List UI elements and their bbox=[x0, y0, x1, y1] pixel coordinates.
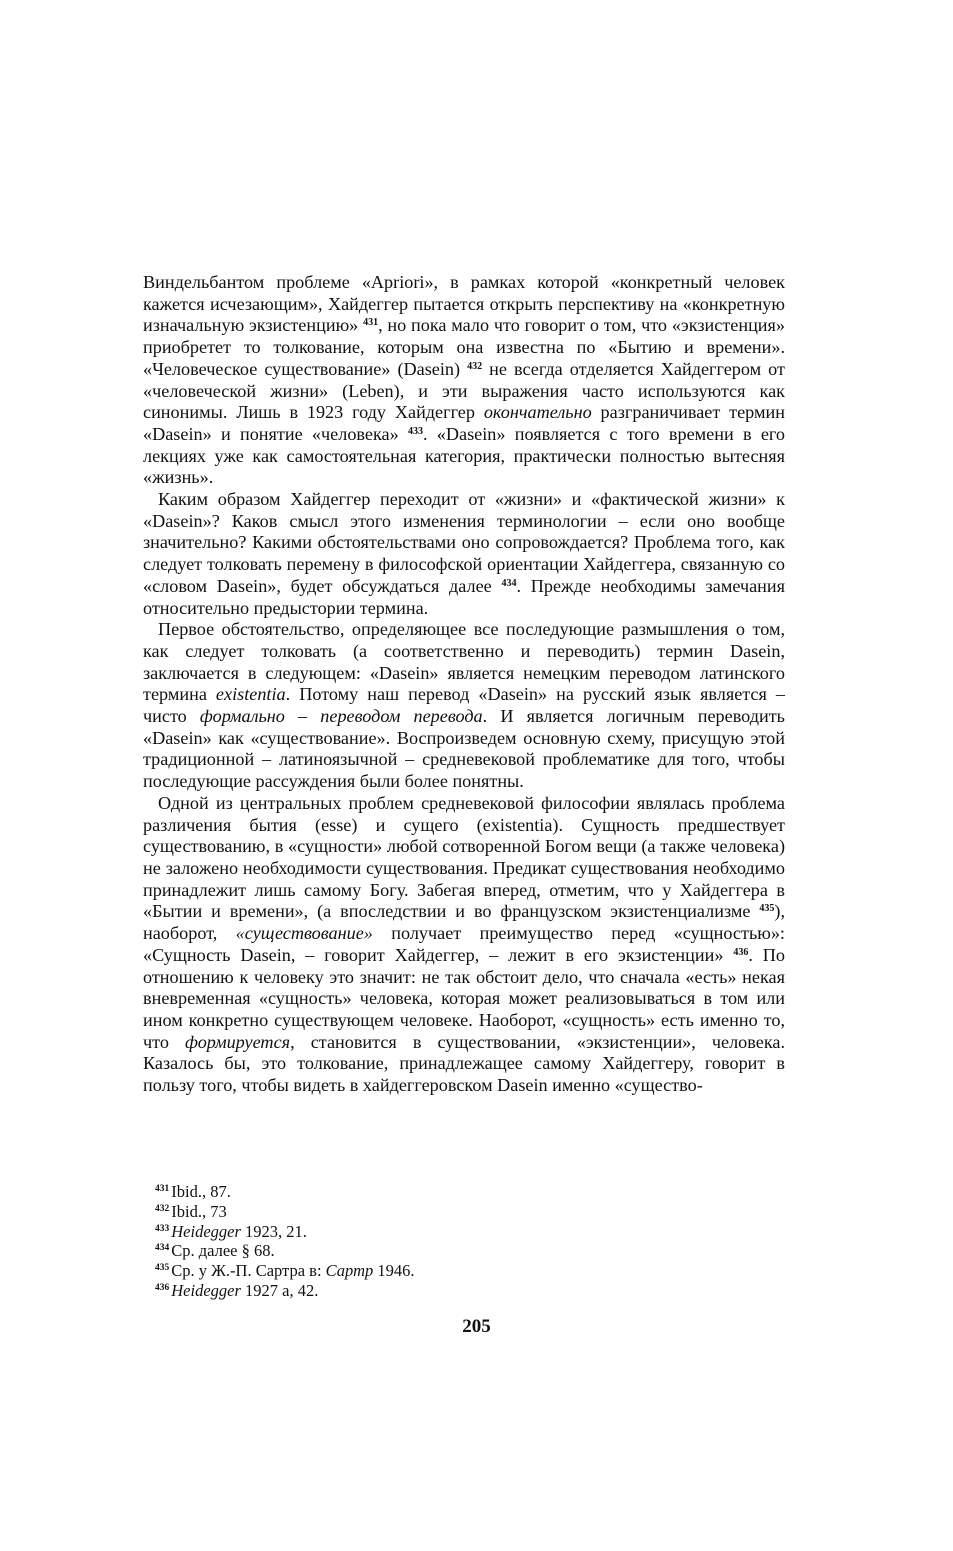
text-run: . Прежде необходимы замечания относительно предыстории термина. bbox=[143, 575, 785, 618]
italic-text: Heidegger bbox=[171, 1280, 241, 1300]
italic-text: окончательно bbox=[483, 402, 592, 423]
italic-text: «существование» bbox=[235, 923, 373, 944]
page-number: 205 bbox=[462, 1316, 491, 1337]
footnote bbox=[155, 1222, 755, 1242]
footnote-number: 436 bbox=[155, 1282, 170, 1293]
text-run: 1946. bbox=[373, 1261, 415, 1281]
footnote-reference: 435 bbox=[759, 903, 775, 915]
text-run: , но пока мало что говорит о том, что «экзистенция» приобретет то толкование, которым она известна по «Бытию и времени». «Человеческое существование» (Dasein) bbox=[143, 315, 785, 379]
footnote-reference: 433 bbox=[407, 425, 423, 437]
footnote-number: 435 bbox=[155, 1263, 170, 1274]
text-run: Первое обстоятельство, определяющее все последующие размышления о том, как следует толковать (а соответственно и переводить) термин Dasein, заключается в следующем: «Dasein» является немецким переводом латинского термина bbox=[143, 619, 785, 705]
text-run: , становится в существовании, «экзистенции», человека. Казалось бы, это толкование, принадлежащее самому Хайдеггеру, говорит в пользу того, чтобы видеть в хайдеггеровском Dasein именно «существо- bbox=[143, 1031, 786, 1096]
footnote bbox=[155, 1281, 755, 1301]
paragraph bbox=[143, 272, 785, 489]
footnote bbox=[155, 1202, 755, 1222]
text-run: . Потому наш перевод «Dasein» на русский язык является – чисто bbox=[143, 684, 785, 727]
text-run: Ibid., 87. bbox=[171, 1182, 231, 1201]
text-run: получает преимущество перед «сущностью»: «Сущность Dasein, – говорит Хайдеггер, – лежит в его экзистенции» bbox=[143, 923, 785, 965]
text-run: Ibid., 73 bbox=[171, 1201, 227, 1221]
text-run: ), наоборот, bbox=[143, 901, 785, 944]
text-run: . И является логичным переводить «Dasein» как «существование». Воспроизведем основную схему, присущую этой традиционной – латиноязычной – средневековой проблематике для того, чтобы последующие рассуждения были более понятны. bbox=[143, 706, 785, 792]
text-run: . «Dasein» появляется с того времени в его лекциях уже как самостоятельная категория, практически полностью вытесняя «жизнь». bbox=[143, 423, 786, 488]
footnote bbox=[155, 1261, 755, 1281]
text-run: 1923, 21. bbox=[240, 1221, 307, 1241]
footnote-reference: 434 bbox=[501, 577, 517, 589]
footnote-number: 433 bbox=[155, 1223, 170, 1234]
paragraph bbox=[143, 793, 785, 1097]
footnote-reference: 431 bbox=[363, 317, 379, 329]
italic-text: формально – переводом перевода bbox=[199, 706, 483, 727]
paragraph bbox=[143, 489, 785, 619]
text-run: 1927 а, 42. bbox=[240, 1280, 319, 1300]
body-text bbox=[143, 272, 785, 1097]
footnote bbox=[155, 1241, 755, 1261]
footnote-reference: 432 bbox=[467, 360, 483, 372]
text-run: Виндельбантом проблеме «Apriori», в рамках которой «конкретный человек кажется исчезающим», Хайдеггер пытается открыть перспективу на «конкретную изначальную экзистенцию» bbox=[143, 272, 785, 336]
italic-text: Сартр bbox=[325, 1261, 374, 1281]
italic-text: existentia bbox=[215, 684, 286, 705]
text-run: Ср. далее § 68. bbox=[171, 1241, 275, 1261]
text-run: . По отношению к человеку это значит: не так обстоит дело, что сначала «есть» некая вневременная «сущность» человека, которая может реализовываться в том или ином конкретно существующем человеке. Наоборот, «сущность» есть именно то, что bbox=[143, 944, 785, 1052]
footnote-reference: 436 bbox=[733, 946, 749, 958]
footnote-number: 434 bbox=[155, 1243, 170, 1254]
paragraph bbox=[143, 619, 785, 793]
text-run: Каким образом Хайдеггер переходит от «жизни» и «фактической жизни» к «Dasein»? Каков смысл этого изменения терминологии – если оно вообще значительно? Какими обстоятельствами оно сопровождается? Проблема того, как следует толковать перемену в философской ориентации Хайдеггера, связанную со «словом Dasein», будет обсуждаться далее bbox=[143, 489, 785, 596]
footnote bbox=[155, 1182, 755, 1202]
italic-text: формируется bbox=[185, 1031, 291, 1052]
text-run: не всегда отделяется Хайдеггером от «человеческой жизни» (Leben), и эти выражения часто используются как синонимы. Лишь в 1923 году Хайдеггер bbox=[143, 358, 785, 423]
italic-text: Heidegger bbox=[171, 1221, 241, 1241]
footnotes-section bbox=[155, 1182, 755, 1301]
footnote-number: 431 bbox=[155, 1184, 170, 1194]
text-run: разграничивает термин «Dasein» и понятие «человека» bbox=[143, 402, 785, 444]
text-run: Одной из центральных проблем средневековой философии являлась проблема различения бытия (esse) и сущего (existentia). Сущность предшествует существованию, в «сущности» любой сотворенной Богом вещи (а также человека) не заложено необходимости существования. Предикат существования необходимо принадлежит лишь самому Богу. Забегая вперед, отметим, что у Хайдеггера в «Бытии и времени», (а впоследствии и во французском экзистенциализме bbox=[143, 792, 785, 922]
text-run: Ср. у Ж.-П. Сартра в: bbox=[171, 1261, 326, 1281]
footnote-number: 432 bbox=[155, 1203, 170, 1214]
